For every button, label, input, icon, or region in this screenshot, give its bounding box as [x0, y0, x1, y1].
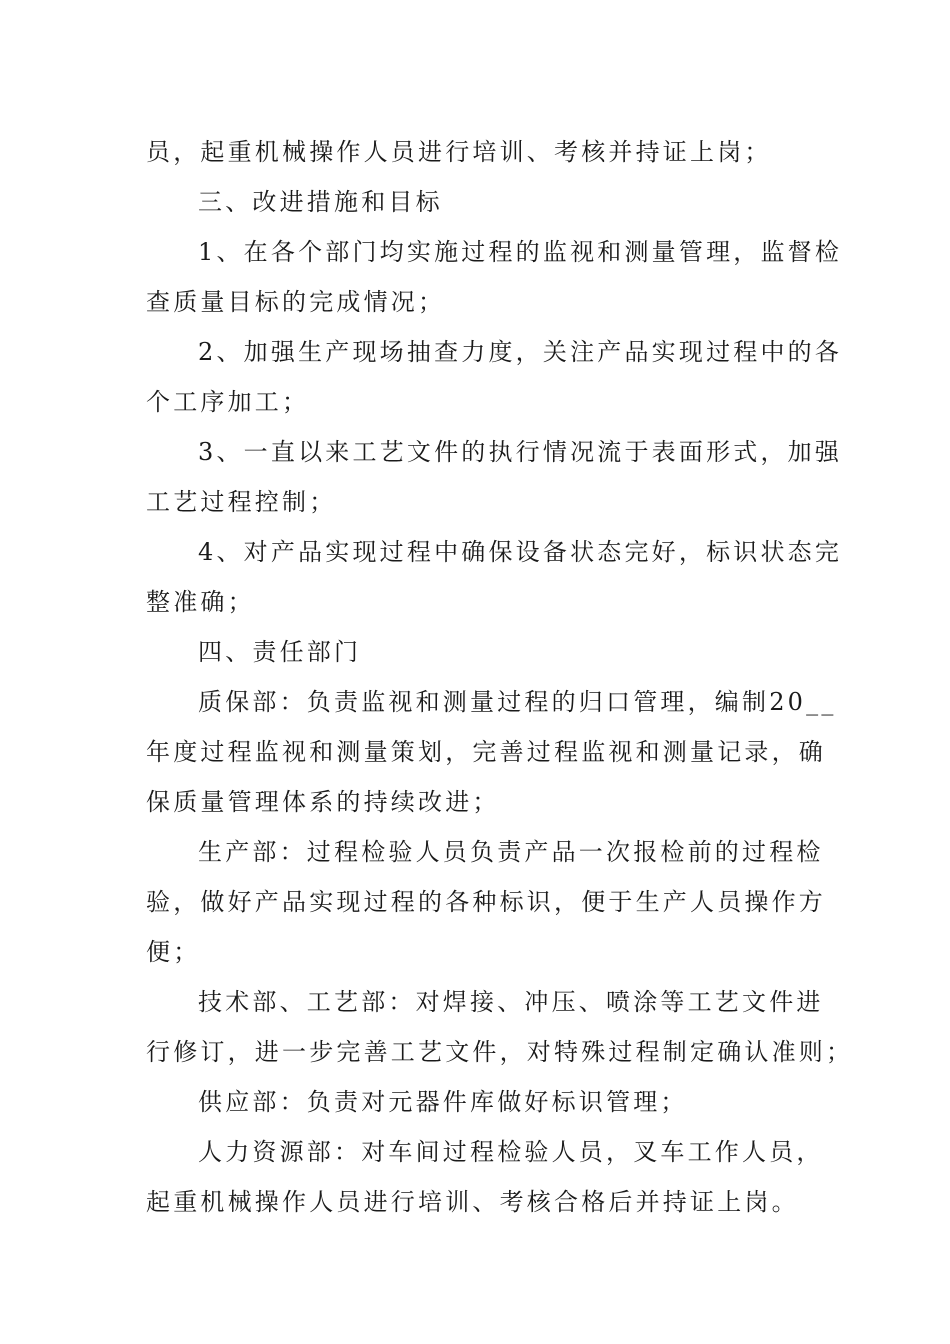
text-line: 1、在各个部门均实施过程的监视和测量管理，监督检 — [198, 238, 843, 266]
text-line: 技术部、工艺部：对焊接、冲压、喷涂等工艺文件进 — [198, 988, 824, 1016]
text-line: 行修订，进一步完善工艺文件，对特殊过程制定确认准则； — [146, 1038, 854, 1066]
text-line: 保质量管理体系的持续改进； — [146, 788, 500, 816]
text-line: 个工序加工； — [146, 388, 310, 416]
text-line: 生产部：过程检验人员负责产品一次报检前的过程检 — [198, 838, 824, 866]
text-line: 供应部：负责对元器件库做好标识管理； — [198, 1088, 688, 1116]
text-line: 3、一直以来工艺文件的执行情况流于表面形式，加强 — [198, 438, 843, 466]
text-line: 查质量目标的完成情况； — [146, 288, 446, 316]
text-line: 工艺过程控制； — [146, 488, 337, 516]
section-heading-responsible-departments: 四、责任部门 — [198, 638, 362, 666]
text-line: 整准确； — [146, 588, 255, 616]
text-line: 便； — [146, 938, 201, 966]
text-line: 人力资源部：对车间过程检验人员，叉车工作人员， — [198, 1138, 824, 1166]
text-line: 员，起重机械操作人员进行培训、考核并持证上岗； — [146, 138, 772, 166]
text-line: 4、对产品实现过程中确保设备状态完好，标识状态完 — [198, 538, 843, 566]
text-line: 2、加强生产现场抽查力度，关注产品实现过程中的各 — [198, 338, 843, 366]
text-line: 起重机械操作人员进行培训、考核合格后并持证上岗。 — [146, 1188, 799, 1216]
text-line: 年度过程监视和测量策划，完善过程监视和测量记录，确 — [146, 738, 826, 766]
text-line: 质保部：负责监视和测量过程的归口管理，编制20__ — [198, 688, 837, 716]
text-line: 验，做好产品实现过程的各种标识，便于生产人员操作方 — [146, 888, 826, 916]
section-heading-improvements: 三、改进措施和目标 — [198, 188, 443, 216]
